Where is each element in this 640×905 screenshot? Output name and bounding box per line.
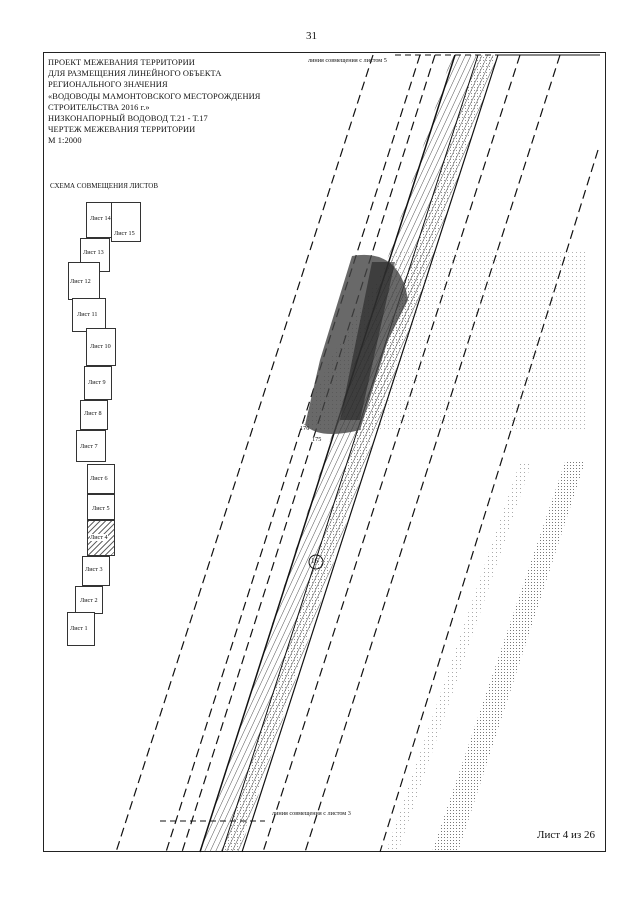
point-label: 176	[300, 425, 310, 432]
page-number: 31	[306, 30, 317, 42]
title-line: РЕГИОНАЛЬНОГО ЗНАЧЕНИЯ	[48, 80, 168, 90]
scheme-sheet-current	[87, 520, 115, 556]
scheme-sheet-label: Лист 8	[84, 410, 102, 417]
joint-label-bottom: линия совмещения с листом 3	[272, 810, 351, 817]
scheme-sheet	[87, 464, 115, 494]
scheme-sheet-label: Лист 12	[70, 278, 91, 285]
scheme-sheet	[72, 298, 106, 332]
scheme-sheet-label: Лист 10	[90, 343, 111, 350]
scheme-sheet-label: Лист 1	[70, 625, 88, 632]
scheme-sheet-label: Лист 2	[80, 597, 98, 604]
scheme-sheet	[82, 556, 110, 586]
corridor-dots	[222, 55, 495, 852]
title-line: М 1:2000	[48, 136, 82, 146]
point-label: 175	[312, 436, 322, 443]
title-block	[48, 57, 260, 147]
scheme-sheet-label: Лист 15	[114, 230, 135, 237]
scheme-sheet-label: Лист 4	[90, 534, 108, 541]
scheme-sheet	[86, 328, 116, 366]
title-line: ДЛЯ РАЗМЕЩЕНИЯ ЛИНЕЙНОГО ОБЪЕКТА	[48, 69, 222, 79]
scheme-sheet-label: Лист 7	[80, 443, 98, 450]
scheme-sheet	[75, 586, 103, 614]
scheme-sheet	[111, 202, 141, 242]
scheme-sheet-label: Лист 11	[77, 311, 98, 318]
scheme-sheet-label: Лист 14	[90, 215, 111, 222]
title-line: ПРОЕКТ МЕЖЕВАНИЯ ТЕРРИТОРИИ	[48, 58, 195, 67]
scheme-sheet	[76, 430, 106, 462]
sheet-counter: Лист 4 из 26	[537, 829, 596, 841]
title-line: «ВОДОВОДЫ МАМОНТОВСКОГО МЕСТОРОЖДЕНИЯ	[48, 91, 261, 101]
title-line: ЧЕРТЕЖ МЕЖЕВАНИЯ ТЕРРИТОРИИ	[48, 125, 196, 135]
scheme-sheet-label: Лист 9	[88, 379, 106, 386]
scheme-sheet	[67, 612, 95, 646]
scheme-sheet	[87, 494, 115, 520]
boundary-line	[242, 55, 498, 852]
joint-label-top: линия совмещения с листом 5	[308, 57, 387, 64]
scheme-sheet	[80, 400, 108, 430]
scheme-sheet	[68, 262, 100, 300]
scheme-sheet-label: Лист 13	[83, 249, 104, 256]
title-line: НИЗКОНАПОРНЫЙ ВОДОВОД Т.21 - Т.17	[48, 114, 208, 124]
boundary-line	[222, 55, 478, 852]
scheme-sheet-label: Лист 3	[85, 566, 103, 573]
scheme-sheet	[84, 366, 112, 400]
scheme-sheet-label: Лист 6	[90, 475, 108, 482]
title-line: СТРОИТЕЛЬСТВА 2016 г.»	[48, 102, 150, 112]
parcel-number: 16	[311, 557, 318, 565]
scheme-title: СХЕМА СОВМЕЩЕНИЯ ЛИСТОВ	[50, 182, 158, 190]
scheme-sheet-label: Лист 5	[92, 505, 110, 512]
